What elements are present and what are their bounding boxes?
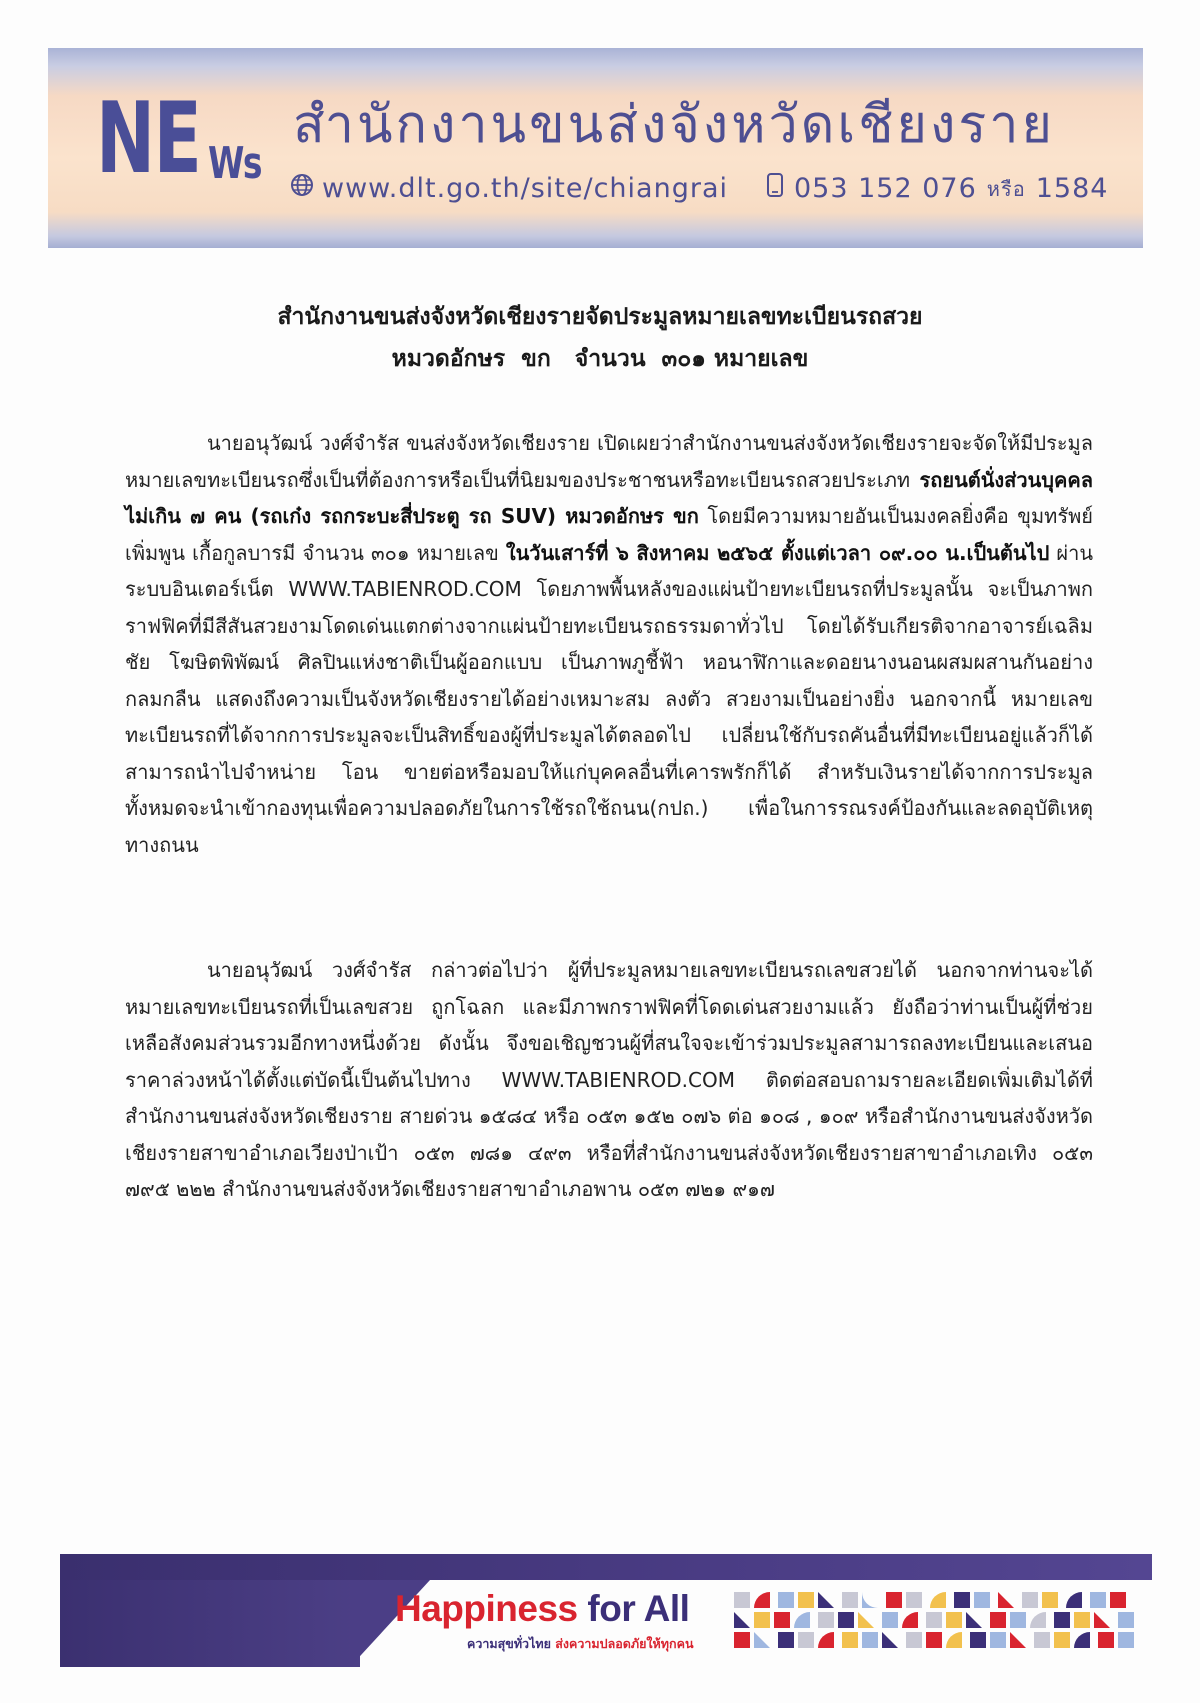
para1-bold-1: รถยนต์นั่งส่วนบุคคลไม่เกิน ๗ คน (รถเก๋ง รถกระบะสี่ประตู รถ SUV) หมวดอักษร ขก xyxy=(125,467,1093,528)
para1-text-1: นายอนุวัฒน์ วงศ์จำรัส ขนส่งจังหวัดเชียงราย เปิดเผยว่าสำนักงานขนส่งจังหวัดเชียงรายจะจัดให้มีประมูลหมายเลขทะเบียนรถซึ่งเป็นที่ต้องการหรือเป็นที่นิยมของประชาชนหรือทะเบียนรถสวยประเภท xyxy=(125,431,1093,492)
headline xyxy=(0,296,1200,380)
header-banner xyxy=(48,48,1143,248)
phone-group xyxy=(766,172,1108,205)
office-title: สำนักงานขนส่งจังหวัดเชียงราย xyxy=(293,95,1055,155)
happiness-subtitle xyxy=(467,1634,694,1654)
phone-number: 053 152 076 xyxy=(794,173,977,204)
footer-left-band xyxy=(60,1580,360,1667)
headline-line-2: หมวดอักษร ขก จำนวน ๓๐๑ หมายเลข xyxy=(391,346,809,372)
subtitle-blue: ความสุขทั่วไทย xyxy=(467,1636,556,1651)
happiness-slogan xyxy=(395,1588,689,1630)
paragraph-1 xyxy=(125,425,1093,863)
globe-icon xyxy=(290,173,314,204)
footer-banner xyxy=(60,1554,1152,1667)
news-logo-small: Ws xyxy=(208,138,262,189)
headline-line-1: สำนักงานขนส่งจังหวัดเชียงรายจัดประมูลหมายเลขทะเบียนรถสวย xyxy=(277,304,923,330)
subtitle-red: ส่งความปลอดภัยให้ทุกคน xyxy=(555,1636,694,1651)
or-word: หรือ xyxy=(986,176,1026,201)
para1-text-2: โดยมีความหมายอันเป็นมงคลยิ่งคือ ขุมทรัพย์ เพิ่มพูน เกื้อกูลบารมี จำนวน ๓๐๑ หมายเลข xyxy=(125,504,1093,565)
news-logo xyxy=(96,82,262,196)
paragraph-2 xyxy=(125,952,1093,1208)
for-all-word: for All xyxy=(577,1588,690,1629)
para1-text-3: ผ่านระบบอินเตอร์เน็ต WWW.TABIENROD.COM โดยภาพพื้นหลังของแผ่นป้ายทะเบียนรถที่ประมูลนั้น จะเป็นภาพกราฟฟิคที่มีสีสันสวยงามโดดเด่นแตกต่างจากแผ่นป้ายทะเบียนรถธรรมดาทั่วไป โดยได้รับเกียรติจากอาจารย์เฉลิมชัย โฆษิตพิพัฒน์ ศิลปินแห่งชาติเป็นผู้ออกแบบ เป็นภาพภูชี้ฟ้า หอนาฬิกาและดอยนางนอนผสมผสานกันอย่างกลมกลืน แสดงถึงความเป็นจังหวัดเชียงรายได้อย่างเหมาะสม ลงตัว สวยงามเป็นอย่างยิ่ง นอกจากนี้ หมายเลขทะเบียนรถที่ได้จากการประมูลจะเป็นสิทธิ์ของผู้ที่ประมูลได้ตลอดไป เปลี่ยนใช้กับรถคันอื่นที่มีทะเบียนอยู่แล้วก็ได้ สามารถนำไปจำหน่าย โอน ขายต่อหรือมอบให้แก่บุคคลอื่นที่เคารพรักก็ได้ สำหรับเงินรายได้จากการประมูลทั้งหมดจะนำเข้ากองทุนเพื่อความปลอดภัยในการใช้รถใช้ถนน(กปถ.) เพื่อในการรณรงค์ป้องกันและลดอุบัติเหตุทางถนน xyxy=(125,540,1093,857)
contact-line xyxy=(290,172,1108,205)
happiness-word: Happiness xyxy=(395,1588,578,1629)
footer-top-band xyxy=(60,1554,1152,1580)
news-logo-big: NE xyxy=(96,82,201,196)
hotline-number: 1584 xyxy=(1035,173,1109,204)
website-link[interactable]: www.dlt.go.th/site/chiangrai xyxy=(322,173,728,204)
para1-bold-2: ในวันเสาร์ที่ ๖ สิงหาคม ๒๕๖๕ ตั้งแต่เวลา ๐๙.๐๐ น.เป็นต้นไป xyxy=(505,540,1050,565)
phone-icon xyxy=(766,172,784,205)
decorative-pattern xyxy=(734,1590,1142,1662)
pattern-shapes xyxy=(734,1592,1134,1648)
para2-text: นายอนุวัฒน์ วงศ์จำรัส กล่าวต่อไปว่า ผู้ที่ประมูลหมายเลขทะเบียนรถเลขสวยได้ นอกจากท่านจะได้หมายเลขทะเบียนรถที่เป็นเลขสวย ถูกโฉลก และมีภาพกราฟฟิคที่โดดเด่นสวยงามแล้ว ยังถือว่าท่านเป็นผู้ที่ช่วยเหลือสังคมส่วนรวมอีกทางหนึ่งด้วย ดังนั้น จึงขอเชิญชวนผู้ที่สนใจจะเข้าร่วมประมูลสามารถลงทะเบียนและเสนอราคาล่วงหน้าได้ตั้งแต่บัดนี้เป็นต้นไปทาง WWW.TABIENROD.COM ติดต่อสอบถามรายละเอียดเพิ่มเติมได้ที่สำนักงานขนส่งจังหวัดเชียงราย สายด่วน ๑๕๘๔ หรือ ๐๕๓ ๑๕๒ ๐๗๖ ต่อ ๑๐๘ , ๑๐๙ หรือสำนักงานขนส่งจังหวัดเชียงรายสาขาอำเภอเวียงป่าเป้า ๐๕๓ ๗๘๑ ๔๙๓ หรือที่สำนักงานขนส่งจังหวัดเชียงรายสาขาอำเภอเทิง ๐๕๓ ๗๙๕ ๒๒๒ สำนักงานขนส่งจังหวัดเชียงรายสาขาอำเภอพาน ๐๕๓ ๗๒๑ ๙๑๗ xyxy=(125,958,1093,1201)
